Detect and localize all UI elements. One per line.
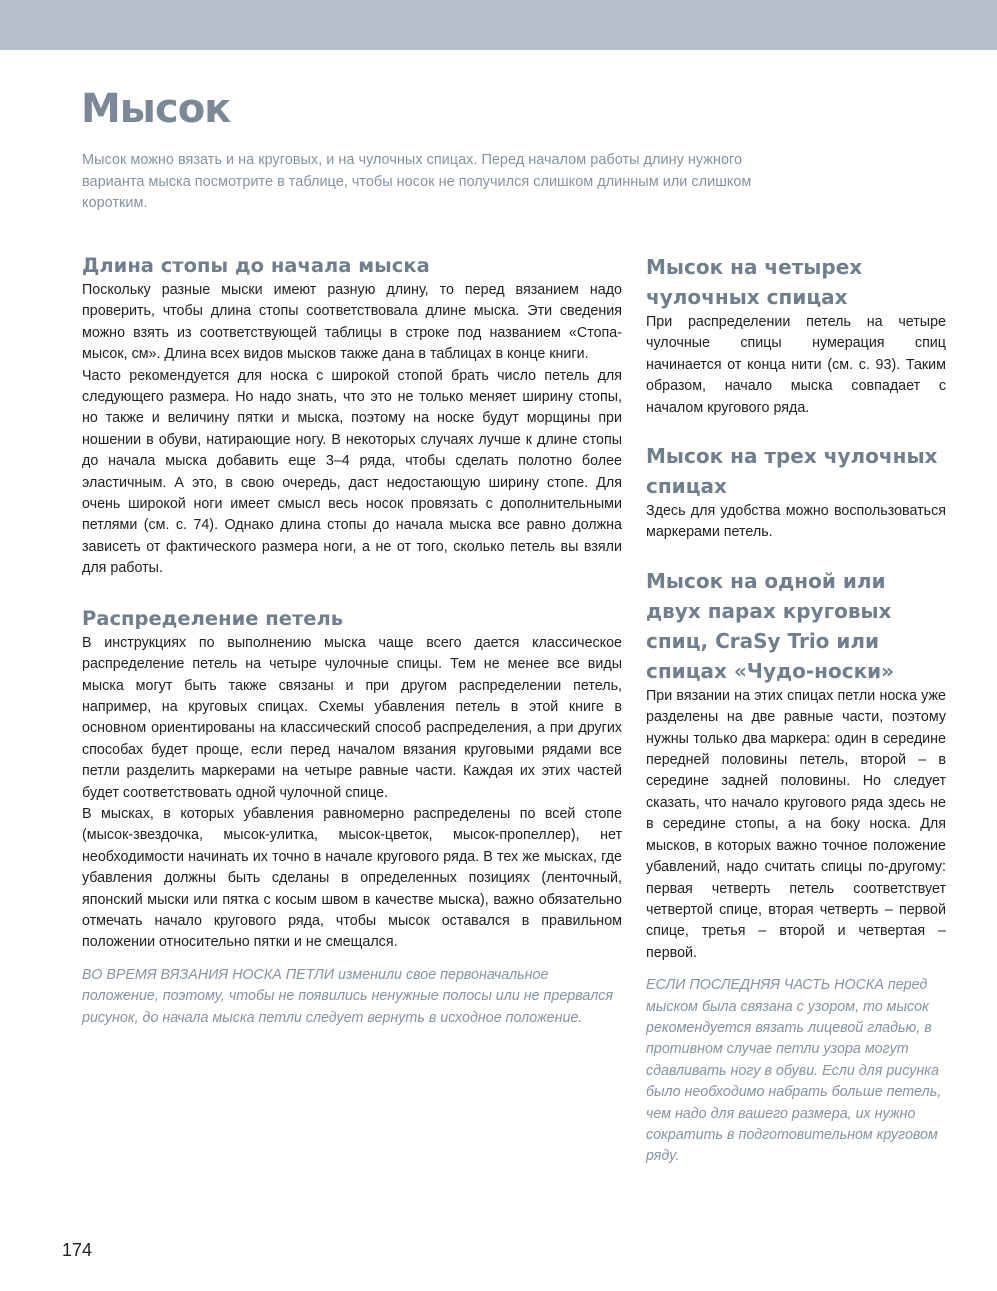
four-dpns-paragraph: При распределении петель на четыре чулочные спицы нумерация спиц начинается от конца нити (см. с. 93). Таким образом, начало мыска совпадает с началом кругового ряда. [646,314,946,416]
section-heading-foot-length: Длина стопы до начала мыска [82,254,430,277]
right-column [646,252,946,1168]
page-title: Мысок [81,86,231,132]
page-number: 174 [62,1240,93,1260]
foot-length-paragraph-1: Поскольку разные мыски имеют разную длину, то перед вязанием надо проверить, чтобы длина стопы соответствовала длине мыска. Эти сведения можно взять из соответствующей таблицы в строке под названием «Стопа-мысок, см». Длина всех видов мысков также дана в таблицах в конце книги. [82,282,622,363]
foot-length-paragraph-2: Часто рекомендуется для носка с широкой стопой брать число петель для следующего размера. Но надо знать, что это не только меняет ширину стопы, но также и величину пятки и мыска, поэтому на носке будут морщины при ношении в обуви, натирающие ногу. В некоторых случаях лучше к длине стопы до начала мыска добавить еще 3–4 ряда, чтобы сделать полотно более эластичным. А это, в свою очередь, даст недостающую ширину стопе. Для очень широкой ноги имеет смысл весь носок провязать с дополнительными петлями (см. с. 74). Однако длина стопы до начала мыска все равно должна зависеть от фактического размера ноги, а не от того, сколько петель вы взяли для работы. [82,367,622,577]
section-heading-circular-needles: Мысок на одной или двух парах круговых спиц, CraSy Trio или спицах «Чудо-носки» [646,568,895,683]
left-note: ВО ВРЕМЯ ВЯЗАНИЯ НОСКА ПЕТЛИ изменили свое первоначальное положение, поэтому, чтобы не появились ненужные полосы или не прервался рисунок, до начала мыска петли следует вернуть в исходное положение. [82,966,614,1026]
intro-paragraph: Мысок можно вязать и на круговых, и на чулочных спицах. Перед началом работы длину нужного варианта мыска посмотрите в таблице, чтобы носок не получился слишком длинным или слишком коротким. [82,152,752,211]
header-band [0,0,997,50]
circular-needles-paragraph: При вязании на этих спицах петли носка уже разделены на две равные части, поэтому нужны только два маркера: один в середине передней половины петель, второй – в середине задней половины. Но следует сказать, что начало кругового ряда здесь не в середине стопы, а на боку носка. Для мысков, в которых важно точное положение убавлений, надо считать спицы по-другому: первая четверть петель соответствует четвертой спице, вторая четверть – первой спице, третья – второй и четвертая – первой. [646,687,946,961]
right-note: ЕСЛИ ПОСЛЕДНЯЯ ЧАСТЬ НОСКА перед мыском была связана с узором, то мысок рекомендуется вязать лицевой гладью, в противном случае петли узора могут сдавливать ногу в обуви. Если для рисунка было необходимо набрать больше петель, чем надо для вашего размера, их нужно сократить в подготовительном круговом ряду. [646,977,942,1165]
stitch-distribution-paragraph-2: В мысках, в которых убавления равномерно распределены по всей стопе (мысок-звездочка, мысок-улитка, мысок-цветок, мысок-пропеллер), нет необходимости начинать их точно в начале кругового ряда. В тех же мысках, где убавления должны быть сделаны в определенных позициях (ленточный, японский мыски или пятка с косым швом в качестве мыска), важно обязательно отмечать начало кругового ряда, чтобы мысок оставался в правильном положении относительно пятки и не смещался. [82,805,622,951]
section-heading-three-dpns: Мысок на трех чулочных спицах [646,444,938,499]
section-heading-stitch-distribution: Распределение петель [82,606,344,630]
section-heading-four-dpns: Мысок на четырех чулочных спицах [646,255,863,309]
stitch-distribution-paragraph-1: В инструкциях по выполнению мыска чаще всего дается классическое распределение петель на четыре чулочные спицы. Тем не менее все виды мыска могут быть также связаны и при другом распределении петель, например, на круговых спицах. Схемы убавления петель в этой книге в основном ориентированы на классический способ распределения, а при других способах будет проще, если перед началом вязания круговыми рядами все петли разделить маркерами на четыре равные части. Каждая их этих частей будет соответствовать одной чулочной спице. [82,634,622,801]
three-dpns-paragraph: Здесь для удобства можно воспользоваться маркерами петель. [646,503,946,541]
left-column [82,252,622,1029]
